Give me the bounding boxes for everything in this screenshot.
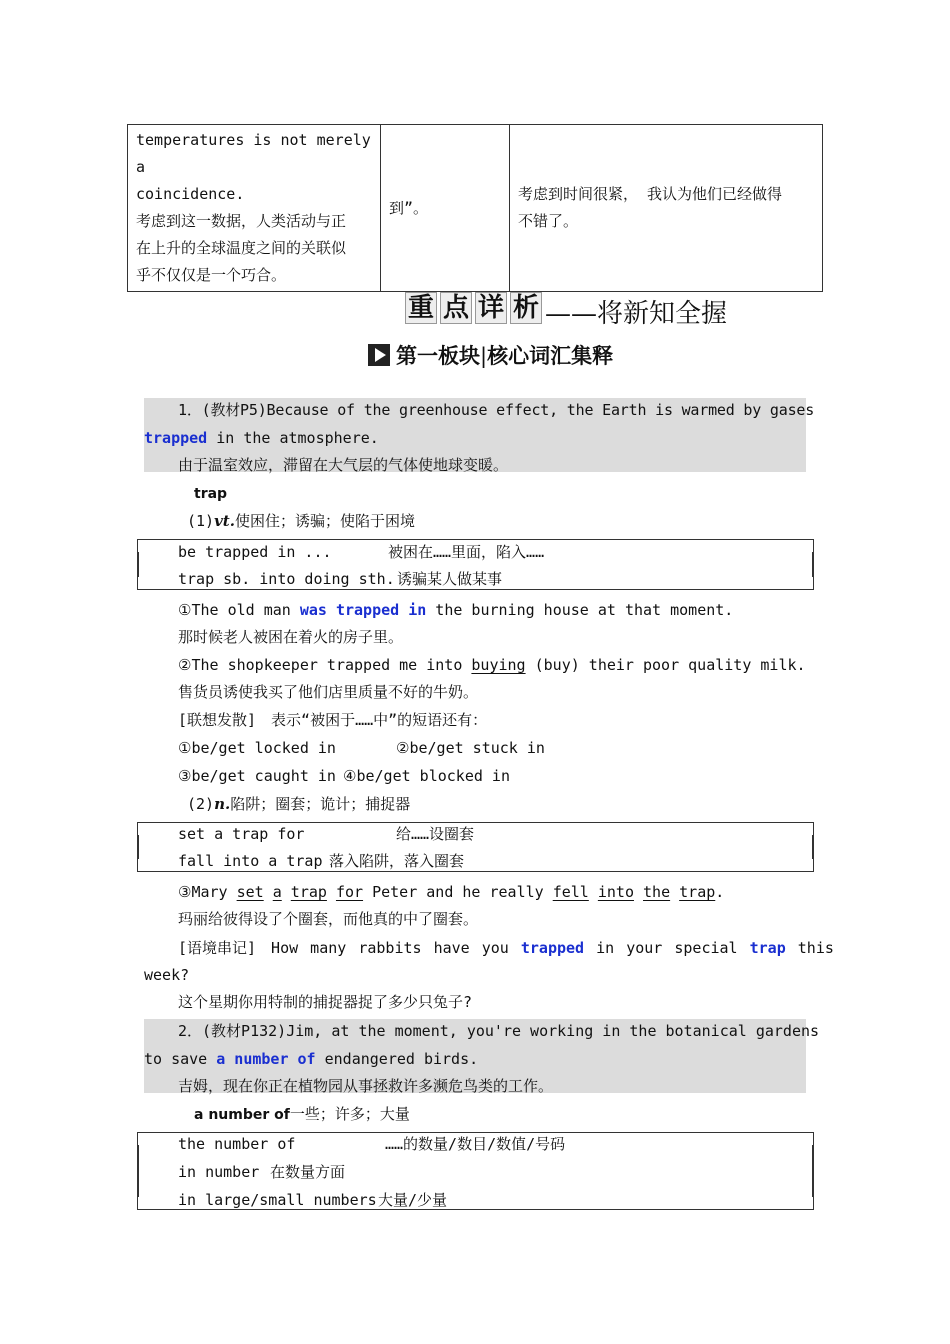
phrase-en: trap sb. into doing sth. (178, 570, 395, 588)
play-icon (368, 344, 390, 366)
context-text: in your special (584, 939, 750, 957)
phrase-en: set a trap for (178, 825, 305, 843)
keyword-trapped: trapped (520, 939, 585, 957)
section-heading (405, 292, 727, 330)
phrase-zh: 给……设圈套 (396, 825, 475, 843)
underlined-answer: buying (471, 656, 526, 674)
phrase-zh: 大量/少量 (378, 1191, 448, 1209)
phrase-zh: ……的数量/数目/数值/号码 (385, 1135, 566, 1153)
item2-sentence-cont (144, 1049, 478, 1069)
table-cell-middle (381, 125, 510, 292)
example-3-zh: 玛丽给彼得设了个圈套，而他真的中了圈套。 (178, 910, 479, 928)
sub-heading-rest: 核心词汇集释 (487, 344, 614, 368)
sense2-def: 陷阱；圈套；诡计；捕捉器 (230, 795, 411, 813)
keyword-trap: trap (749, 939, 786, 957)
keyword-a-number-of: a number of (216, 1050, 316, 1068)
context-note-cont: week? (144, 966, 190, 984)
underlined-answer: fell (552, 883, 589, 901)
underlined-answer: trap (679, 883, 716, 901)
phrase-en: the number of (178, 1135, 296, 1153)
assoc-item: ③be/get caught in (178, 767, 336, 785)
underlined-answer: for (335, 883, 364, 901)
example-2-zh: 售货员诱使我买了他们店里质量不好的牛奶。 (178, 683, 479, 701)
table-text: 不错了。 (518, 212, 579, 230)
example-1 (178, 600, 733, 620)
sense2-pos: n. (214, 795, 231, 813)
table-text: temperatures is not merely a (136, 131, 371, 176)
sense1 (187, 511, 415, 531)
item1-sentence-end: in the atmosphere. (207, 429, 379, 447)
phrase-en: in large/small numbers (178, 1191, 377, 1209)
table-text: 考虑到时间很紧， 我认为他们已经做得 (518, 185, 783, 203)
sub-heading-section: 第一板块 (396, 344, 480, 368)
word-label: a number of (194, 1107, 290, 1123)
assoc-item: ②be/get stuck in (396, 739, 545, 757)
word-a-number-of (194, 1104, 410, 1125)
context-text: this (785, 939, 834, 957)
phrase-en: be trapped in ... (178, 543, 332, 561)
example-2 (178, 655, 806, 675)
table-text: 考虑到这一数据，人类活动与正 (136, 212, 347, 230)
item2-text: endangered birds. (315, 1050, 479, 1068)
association-note: [联想发散] 表示“被困于……中”的短语还有： (178, 711, 488, 729)
underlined-answer: set (236, 883, 264, 901)
table-text: 在上升的全球温度之间的关联似 (136, 239, 347, 257)
table-cell-left (128, 125, 381, 292)
item2-text: to save (144, 1050, 217, 1068)
context-text: [语境串记] How many rabbits have you (178, 939, 521, 957)
sense2 (187, 794, 410, 814)
item1-sentence: 1．(教材P5)Because of the greenhouse effect, the Earth is warmed by gases (178, 401, 815, 419)
underlined-answer: a (272, 883, 282, 901)
sense1-pos: vt. (214, 512, 235, 530)
table-text: 到”。 (389, 198, 429, 217)
example-text: ①The old man (178, 601, 300, 619)
assoc-item: ④be/get blocked in (343, 767, 510, 785)
keyword-was-trapped-in: was trapped in (299, 601, 427, 619)
phrase-zh: 在数量方面 (270, 1163, 346, 1181)
phrase-en: fall into a trap (178, 852, 323, 870)
phrase-zh: 诱骗某人做某事 (397, 570, 503, 588)
phrase-zh: 被困在……里面，陷入…… (388, 543, 545, 561)
context-note (178, 938, 834, 958)
table-text: 乎不仅仅是一个巧合。 (136, 266, 287, 284)
sense1-num: (1) (187, 512, 215, 530)
sub-heading-separator: | (480, 344, 488, 368)
heading-char: 重 (405, 292, 437, 324)
phrase-en: in number (178, 1163, 260, 1181)
sub-heading (368, 340, 613, 370)
example-text: (buy) their poor quality milk. (525, 656, 806, 674)
keyword-trapped: trapped (144, 429, 208, 447)
table-cell-right (510, 125, 823, 292)
example-3 (178, 882, 724, 902)
heading-rest: ——将新知全握 (545, 299, 728, 329)
sense1-def: 使困住；诱骗；使陷于困境 (234, 512, 415, 530)
context-zh: 这个星期你用特制的捕捉器捉了多少只兔子? (178, 993, 473, 1011)
word-trap: trap (194, 486, 228, 502)
word-def: 一些；许多；大量 (289, 1105, 410, 1123)
underlined-answer: trap (290, 883, 327, 901)
heading-char: 详 (475, 292, 507, 324)
example-1-zh: 那时候老人被困在着火的房子里。 (178, 628, 404, 646)
item2-sentence: 2．(教材P132)Jim, at the moment, you're working in the botanical gardens (178, 1022, 820, 1040)
item1-translation: 由于温室效应，滞留在大气层的气体使地球变暖。 (178, 456, 509, 474)
example-text: . (715, 883, 725, 901)
item1-sentence-cont (144, 428, 379, 448)
example-text: the burning house at that moment. (426, 601, 734, 619)
sense2-num: (2) (187, 795, 215, 813)
example-text: ②The shopkeeper trapped me into (178, 656, 472, 674)
heading-char: 点 (440, 292, 472, 324)
assoc-item: ①be/get locked in (178, 739, 336, 757)
table-text: coincidence. (136, 185, 245, 203)
top-table (127, 124, 823, 292)
heading-char: 析 (510, 292, 542, 324)
example-text: Peter and he really (372, 883, 553, 901)
underlined-answer: into (597, 883, 634, 901)
example-text: ③Mary (178, 883, 237, 901)
underlined-answer: the (643, 883, 671, 901)
phrase-zh: 落入陷阱，落入圈套 (329, 852, 465, 870)
item2-translation: 吉姆，现在你正在植物园从事拯救许多濒危鸟类的工作。 (178, 1077, 554, 1095)
